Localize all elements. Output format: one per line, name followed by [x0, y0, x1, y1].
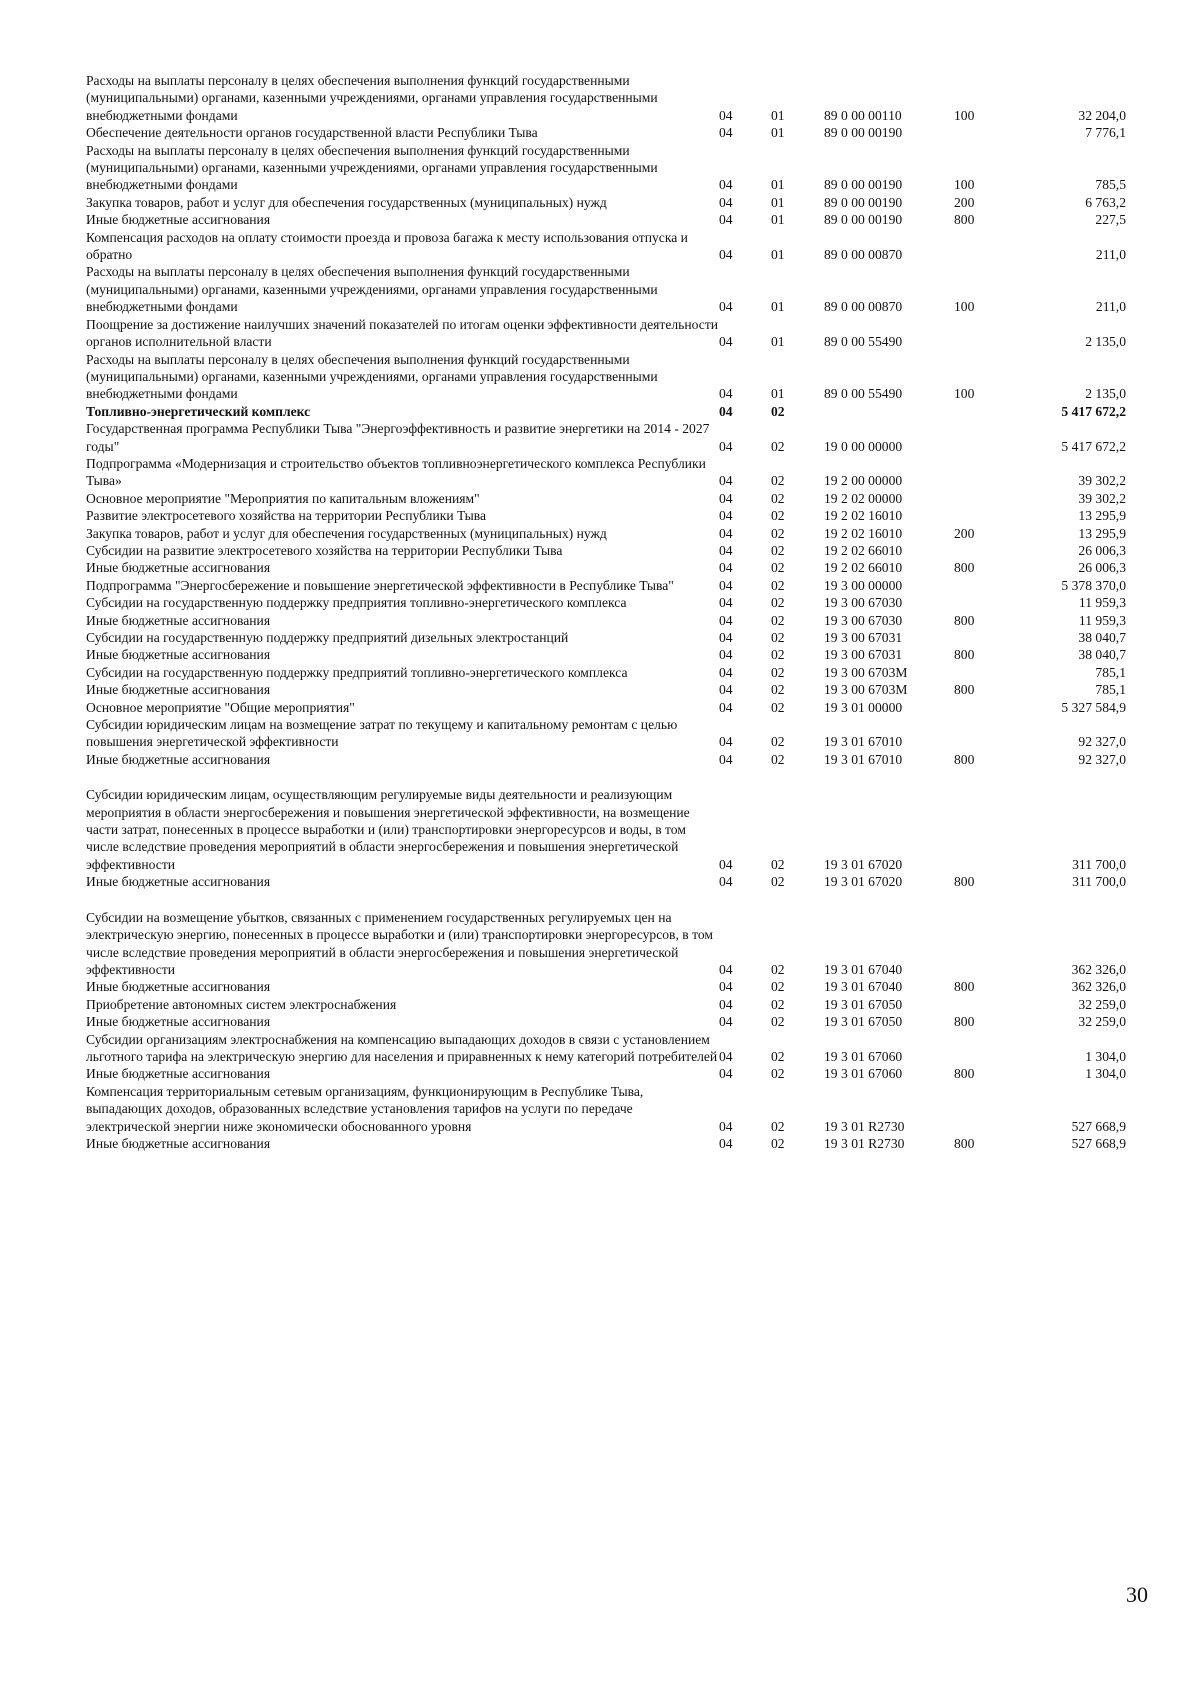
budget-table-body — [86, 72, 1126, 1152]
table-row — [86, 1065, 1126, 1082]
row-section-code: 04 — [719, 194, 733, 210]
row-section-code: 04 — [719, 508, 733, 524]
row-expense-type: 800 — [954, 612, 975, 628]
row-name: Субсидии на развитие электросетевого хозяйства на территории Республики Тыва — [86, 542, 563, 558]
row-expense-type — [954, 996, 1026, 1013]
row-name: Государственная программа Республики Тыва "Энергоэффективность и развитие энергетики на 2014 - 2027 годы" — [86, 421, 710, 454]
row-section-code: 04 — [719, 403, 733, 419]
row-amount: 92 327,0 — [1078, 751, 1126, 767]
row-name: Развитие электросетевого хозяйства на территории Республики Тыва — [86, 508, 487, 524]
row-name: Иные бюджетные ассигнования — [86, 1135, 271, 1151]
row-subsection-code: 02 — [771, 699, 785, 715]
row-name: Закупка товаров, работ и услуг для обеспечения государственных (муниципальных) нужд — [86, 525, 607, 541]
row-expense-type — [954, 316, 1026, 351]
row-expense-type — [954, 455, 1026, 490]
table-row — [86, 681, 1126, 698]
row-section-code: 04 — [719, 1048, 733, 1064]
row-target-article: 19 3 00 00000 — [824, 577, 903, 593]
row-section-code: 04 — [719, 107, 733, 123]
row-amount: 26 006,3 — [1078, 542, 1126, 558]
row-target-article: 89 0 00 00190 — [824, 212, 903, 228]
table-row — [86, 72, 1126, 124]
table-row — [86, 664, 1126, 681]
row-amount: 2 135,0 — [1085, 386, 1126, 402]
row-name: Иные бюджетные ассигнования — [86, 612, 271, 628]
row-subsection-code: 02 — [771, 734, 785, 750]
row-subsection-code: 01 — [771, 212, 785, 228]
row-section-code: 04 — [719, 560, 733, 576]
row-expense-type — [954, 229, 1026, 264]
row-amount: 2 135,0 — [1085, 334, 1126, 350]
row-amount: 5 327 584,9 — [1061, 699, 1126, 715]
table-row — [86, 525, 1126, 542]
row-name: Поощрение за достижение наилучших значений показателей по итогам оценки эффективности деятельности органов исполнительной власти — [86, 316, 719, 350]
row-expense-type: 800 — [954, 1066, 975, 1082]
row-expense-type — [954, 403, 1026, 420]
row-section-code: 04 — [719, 1066, 733, 1082]
row-section-code: 04 — [719, 647, 733, 663]
row-section-code: 04 — [719, 595, 733, 611]
row-target-article: 19 3 01 67060 — [824, 1066, 903, 1082]
row-amount: 11 959,3 — [1078, 612, 1126, 628]
row-name: Компенсация территориальным сетевым организациям, функционирующим в Республике Тыва, выпадающих доходов, образованных вследствие установления тарифов на услуги по передаче электрической энергии ниже экономически обоснованного уровня — [86, 1083, 644, 1134]
row-name: Субсидии на возмещение убытков, связанных с применением государственных регулируемых цен на электрическую энергию, понесенных в процессе выработки и (или) транспортировки энергоресурсов, в том числе вследствие проведения мероприятий в области энергосбережения и повышения энергетической эффективности — [86, 909, 713, 977]
row-name: Субсидии организациям электроснабжения на компенсацию выпадающих доходов в связи с установлением льготного тарифа на электрическую энергию для населения и приравненных к нему категорий потребителей — [86, 1031, 718, 1064]
row-expense-type: 100 — [954, 299, 975, 315]
row-section-code: 04 — [719, 856, 733, 872]
table-row — [86, 211, 1126, 228]
row-section-code: 04 — [719, 874, 733, 890]
table-row — [86, 1083, 1126, 1135]
row-expense-type: 800 — [954, 874, 975, 890]
row-target-article: 89 0 00 00110 — [824, 107, 902, 123]
row-name: Иные бюджетные ассигнования — [86, 682, 271, 698]
row-subsection-code: 01 — [771, 177, 785, 193]
row-amount: 362 326,0 — [1071, 979, 1126, 995]
row-expense-type: 100 — [954, 177, 975, 193]
table-row — [86, 507, 1126, 524]
row-subsection-code: 02 — [771, 630, 785, 645]
row-subsection-code: 02 — [771, 612, 785, 628]
row-amount: 527 668,9 — [1071, 1135, 1126, 1151]
row-subsection-code: 02 — [771, 874, 785, 890]
table-row — [86, 124, 1126, 141]
row-name: Компенсация расходов на оплату стоимости проезда и провоза багажа к месту использования отпуска и обратно — [86, 229, 688, 263]
table-row — [86, 646, 1126, 663]
row-section-code: 04 — [719, 247, 733, 263]
row-expense-type — [954, 490, 1026, 507]
row-name: Субсидии юридическим лицам на возмещение затрат по текущему и капитальному ремонтам с целью повышения энергетической эффективности — [86, 717, 678, 750]
table-row — [86, 996, 1126, 1013]
row-section-code: 04 — [719, 961, 733, 977]
row-name: Подпрограмма «Модернизация и строительство объектов топливноэнергетического комплекса Республики Тыва» — [86, 455, 706, 489]
row-amount: 785,1 — [1095, 682, 1126, 698]
row-target-article: 19 3 01 00000 — [824, 699, 903, 715]
page-number: 30 — [1126, 1582, 1148, 1607]
row-amount: 13 295,9 — [1078, 508, 1126, 524]
row-amount: 26 006,3 — [1078, 560, 1126, 576]
row-name: Иные бюджетные ассигнования — [86, 647, 271, 663]
row-expense-type — [954, 507, 1026, 524]
row-section-code: 04 — [719, 664, 733, 680]
row-target-article: 89 0 00 00870 — [824, 247, 903, 263]
row-amount: 311 700,0 — [1072, 874, 1126, 890]
table-row — [86, 577, 1126, 594]
row-name: Иные бюджетные ассигнования — [86, 874, 271, 890]
row-amount: 211,0 — [1095, 247, 1126, 263]
row-target-article: 19 3 00 67031 — [824, 630, 903, 645]
row-target-article: 89 0 00 00190 — [824, 194, 903, 210]
row-name: Субсидии на государственную поддержку предприятий дизельных электростанций — [86, 630, 569, 645]
row-amount: 38 040,7 — [1078, 647, 1126, 663]
row-name: Иные бюджетные ассигнования — [86, 1066, 271, 1082]
row-subsection-code: 02 — [771, 525, 785, 541]
row-expense-type: 800 — [954, 1135, 975, 1151]
row-name: Закупка товаров, работ и услуг для обеспечения государственных (муниципальных) нужд — [86, 194, 607, 210]
row-amount: 1 304,0 — [1085, 1048, 1126, 1064]
table-row — [86, 1013, 1126, 1030]
row-subsection-code: 02 — [771, 577, 785, 593]
row-section-code: 04 — [719, 438, 733, 454]
row-name: Обеспечение деятельности органов государственной власти Республики Тыва — [86, 125, 538, 141]
row-expense-type: 800 — [954, 212, 975, 228]
row-section-code: 04 — [719, 299, 733, 315]
row-name: Иные бюджетные ассигнования — [86, 560, 271, 576]
row-section-code: 04 — [719, 1014, 733, 1030]
row-target-article: 19 3 01 67010 — [824, 734, 903, 750]
row-target-article: 19 3 00 67031 — [824, 647, 903, 663]
row-section-code: 04 — [719, 682, 733, 698]
row-expense-type — [954, 542, 1026, 559]
table-row — [86, 490, 1126, 507]
row-section-code: 04 — [719, 125, 733, 141]
row-name: Расходы на выплаты персоналу в целях обеспечения выполнения функций государственными (муниципальными) органами, казенными учреждениями, органами управления государственными внебюджетными фондами — [86, 351, 658, 402]
row-name: Подпрограмма "Энергосбережение и повышение энергетической эффективности в Республике Тыва" — [86, 577, 674, 593]
row-amount: 785,5 — [1095, 177, 1126, 193]
row-subsection-code: 02 — [771, 647, 785, 663]
row-subsection-code: 02 — [771, 1066, 785, 1082]
row-target-article: 19 3 00 6703М — [824, 682, 908, 698]
row-amount: 32 204,0 — [1078, 107, 1126, 123]
row-expense-type: 100 — [954, 386, 975, 402]
row-section-code: 04 — [719, 473, 733, 489]
row-target-article: 19 2 02 16010 — [824, 508, 903, 524]
row-section-code: 04 — [719, 751, 733, 767]
row-section-code: 04 — [719, 577, 733, 593]
row-amount: 7 776,1 — [1085, 125, 1126, 141]
row-subsection-code: 02 — [771, 979, 785, 995]
row-name: Субсидии на государственную поддержку предприятий топливно-энергетического комплекса — [86, 664, 628, 680]
row-section-code: 04 — [719, 612, 733, 628]
budget-table — [86, 72, 1126, 1152]
row-section-code: 04 — [719, 979, 733, 995]
table-row — [86, 455, 1126, 490]
row-expense-type: 800 — [954, 560, 975, 576]
row-subsection-code: 01 — [771, 247, 785, 263]
row-target-article: 19 3 01 67040 — [824, 979, 903, 995]
table-row — [86, 194, 1126, 211]
row-amount: 32 259,0 — [1078, 996, 1126, 1012]
row-name: Расходы на выплаты персоналу в целях обеспечения выполнения функций государственными (муниципальными) органами, казенными учреждениями, органами управления государственными внебюджетными фондами — [86, 142, 658, 193]
row-target-article: 19 3 01 67060 — [824, 1048, 903, 1064]
row-target-article: 19 3 01 67020 — [824, 874, 903, 890]
row-section-code: 04 — [719, 212, 733, 228]
row-subsection-code: 01 — [771, 125, 785, 141]
row-subsection-code: 01 — [771, 386, 785, 402]
row-name: Основное мероприятие "Мероприятия по капитальным вложениям" — [86, 490, 480, 506]
row-section-code: 04 — [719, 525, 733, 541]
table-row — [86, 403, 1126, 420]
row-subsection-code: 02 — [771, 438, 785, 454]
table-row — [86, 751, 1126, 768]
row-amount: 5 417 672,2 — [1061, 438, 1126, 454]
row-expense-type — [954, 716, 1026, 751]
row-name: Субсидии на государственную поддержку предприятия топливно-энергетического комплекса — [86, 595, 627, 611]
row-target-article: 19 3 01 67050 — [824, 996, 903, 1012]
row-target-article: 19 2 02 16010 — [824, 525, 903, 541]
row-subsection-code: 02 — [771, 664, 785, 680]
row-target-article: 19 3 01 67050 — [824, 1014, 903, 1030]
table-row — [86, 420, 1126, 455]
row-amount: 39 302,2 — [1078, 473, 1126, 489]
row-amount: 5 417 672,2 — [1061, 403, 1126, 419]
row-target-article: 19 2 02 66010 — [824, 560, 903, 576]
row-expense-type — [954, 768, 1026, 873]
row-expense-type: 100 — [954, 107, 975, 123]
row-section-code: 04 — [719, 1135, 733, 1151]
row-expense-type — [954, 1031, 1026, 1066]
row-name: Приобретение автономных систем электроснабжения — [86, 996, 397, 1012]
row-amount: 362 326,0 — [1071, 961, 1126, 977]
row-section-code: 04 — [719, 1118, 733, 1134]
row-subsection-code: 01 — [771, 107, 785, 123]
row-subsection-code: 02 — [771, 473, 785, 489]
row-target-article: 19 3 00 67030 — [824, 595, 903, 611]
row-amount: 211,0 — [1095, 299, 1126, 315]
table-row — [86, 229, 1126, 264]
table-row — [86, 1135, 1126, 1152]
table-row — [86, 873, 1126, 890]
row-subsection-code: 02 — [771, 560, 785, 576]
row-name: Расходы на выплаты персоналу в целях обеспечения выполнения функций государственными (муниципальными) органами, казенными учреждениями, органами управления государственными внебюджетными фондами — [86, 73, 658, 123]
row-amount: 38 040,7 — [1078, 630, 1126, 645]
row-target-article: 89 0 00 00190 — [824, 177, 903, 193]
row-expense-type — [954, 594, 1026, 611]
row-subsection-code: 02 — [771, 682, 785, 698]
row-subsection-code: 02 — [771, 1118, 785, 1134]
row-subsection-code: 02 — [771, 1048, 785, 1064]
table-row — [86, 716, 1126, 751]
table-row — [86, 612, 1126, 629]
row-name: Топливно-энергетический комплекс — [86, 403, 311, 419]
row-subsection-code: 02 — [771, 490, 785, 506]
row-expense-type: 800 — [954, 1014, 975, 1030]
row-expense-type: 800 — [954, 682, 975, 698]
row-name: Иные бюджетные ассигнования — [86, 212, 271, 228]
row-target-article: 19 3 00 67030 — [824, 612, 903, 628]
table-row — [86, 768, 1126, 873]
row-expense-type — [954, 420, 1026, 455]
row-section-code: 04 — [719, 177, 733, 193]
row-expense-type — [954, 699, 1026, 716]
row-section-code: 04 — [719, 334, 733, 350]
row-subsection-code: 02 — [771, 1014, 785, 1030]
row-subsection-code: 01 — [771, 194, 785, 210]
row-subsection-code: 02 — [771, 508, 785, 524]
row-subsection-code: 02 — [771, 403, 785, 419]
row-target-article: 19 2 02 66010 — [824, 542, 903, 558]
row-subsection-code: 02 — [771, 961, 785, 977]
row-target-article: 19 3 01 R2730 — [824, 1118, 905, 1134]
table-row — [86, 142, 1126, 194]
row-amount: 527 668,9 — [1071, 1118, 1126, 1134]
row-target-article: 19 3 00 6703М — [824, 664, 908, 680]
row-target-article: 19 3 01 67040 — [824, 961, 903, 977]
row-name: Расходы на выплаты персоналу в целях обеспечения выполнения функций государственными (муниципальными) органами, казенными учреждениями, органами управления государственными внебюджетными фондами — [86, 264, 658, 315]
row-amount: 227,5 — [1095, 212, 1126, 228]
row-amount: 32 259,0 — [1078, 1014, 1126, 1030]
table-row — [86, 699, 1126, 716]
row-target-article: 89 0 00 00870 — [824, 299, 903, 315]
row-target-article: 19 0 00 00000 — [824, 438, 903, 454]
row-name: Субсидии юридическим лицам, осуществляющим регулируемые виды деятельности и реализующим мероприятия в области энергосбережения и повышения энергетической эффективности, на возмещение части затрат, понесенных в процессе выработки и (или) транспортировки энергоресурсов и воды, в том числе вследствие проведения мероприятий в области энергосбережения и повышения энергетической эффективности — [86, 787, 690, 872]
table-row — [86, 316, 1126, 351]
row-amount: 39 302,2 — [1078, 490, 1126, 506]
row-amount: 6 763,2 — [1085, 194, 1126, 210]
table-row — [86, 351, 1126, 403]
row-expense-type — [954, 124, 1026, 141]
row-target-article: 19 3 01 67010 — [824, 751, 903, 767]
row-amount: 785,1 — [1095, 664, 1126, 680]
row-target-article: 89 0 00 00190 — [824, 125, 903, 141]
row-expense-type — [954, 1083, 1026, 1135]
row-expense-type: 200 — [954, 194, 975, 210]
table-row — [86, 263, 1126, 315]
row-section-code: 04 — [719, 996, 733, 1012]
row-subsection-code: 02 — [771, 996, 785, 1012]
row-name: Иные бюджетные ассигнования — [86, 751, 271, 767]
row-name: Иные бюджетные ассигнования — [86, 1014, 271, 1030]
row-amount: 92 327,0 — [1078, 734, 1126, 750]
row-target-article: 89 0 00 55490 — [824, 334, 903, 350]
row-expense-type — [954, 577, 1026, 594]
row-name: Иные бюджетные ассигнования — [86, 979, 271, 995]
row-expense-type — [954, 629, 1026, 646]
row-subsection-code: 01 — [771, 299, 785, 315]
row-amount: 311 700,0 — [1072, 856, 1126, 872]
row-subsection-code: 02 — [771, 595, 785, 611]
row-expense-type — [954, 891, 1026, 979]
row-expense-type: 200 — [954, 525, 975, 541]
row-section-code: 04 — [719, 630, 733, 645]
row-subsection-code: 01 — [771, 334, 785, 350]
row-section-code: 04 — [719, 386, 733, 402]
row-section-code: 04 — [719, 490, 733, 506]
row-target-article: 19 2 02 00000 — [824, 490, 903, 506]
table-row — [86, 891, 1126, 979]
row-target-article: 89 0 00 55490 — [824, 386, 903, 402]
row-section-code: 04 — [719, 699, 733, 715]
row-name: Основное мероприятие "Общие мероприятия" — [86, 699, 355, 715]
row-section-code: 04 — [719, 734, 733, 750]
row-amount: 13 295,9 — [1078, 525, 1126, 541]
table-row — [86, 978, 1126, 995]
row-expense-type: 800 — [954, 979, 975, 995]
row-target-article: 19 3 01 R2730 — [824, 1135, 905, 1151]
table-row — [86, 559, 1126, 576]
table-row — [86, 1031, 1126, 1066]
row-amount: 1 304,0 — [1085, 1066, 1126, 1082]
table-row — [86, 594, 1126, 611]
row-expense-type — [954, 664, 1026, 681]
row-target-article — [824, 403, 954, 420]
row-subsection-code: 02 — [771, 751, 785, 767]
row-amount: 5 378 370,0 — [1061, 577, 1126, 593]
row-target-article: 19 3 01 67020 — [824, 856, 903, 872]
table-row — [86, 542, 1126, 559]
table-row — [86, 629, 1126, 646]
row-amount: 11 959,3 — [1078, 595, 1126, 611]
row-subsection-code: 02 — [771, 856, 785, 872]
row-section-code: 04 — [719, 542, 733, 558]
row-subsection-code: 02 — [771, 1135, 785, 1151]
row-subsection-code: 02 — [771, 542, 785, 558]
row-target-article: 19 2 00 00000 — [824, 473, 903, 489]
row-expense-type: 800 — [954, 751, 975, 767]
row-expense-type: 800 — [954, 647, 975, 663]
